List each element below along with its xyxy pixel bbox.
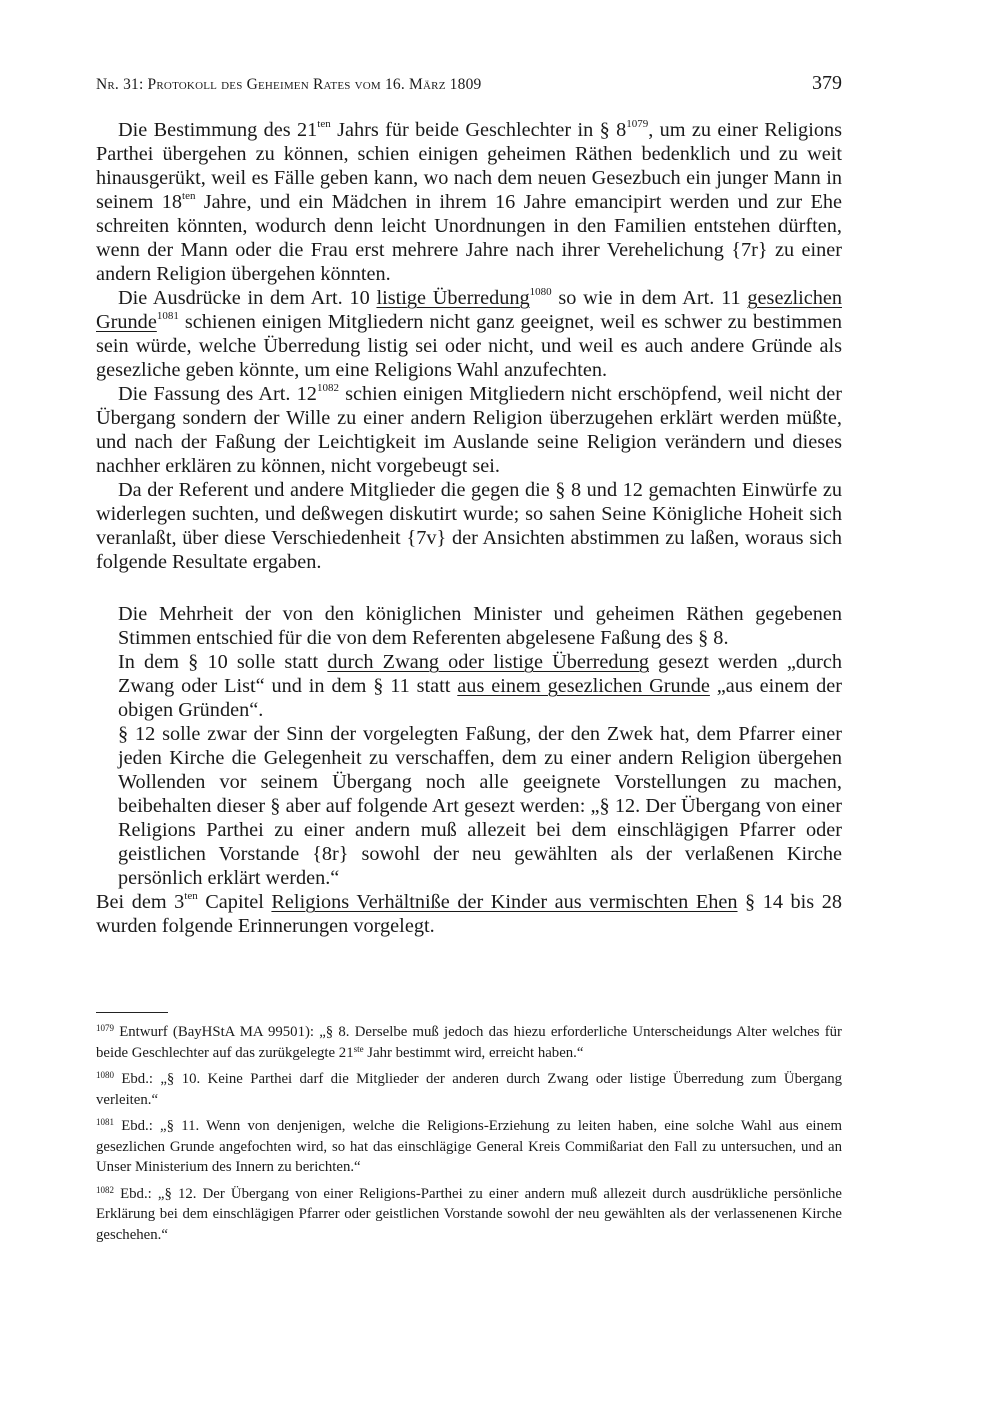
paragraph-referent: Da der Referent und andere Mitglieder die gegen die § 8 und 12 gemachten Einwürfe zu widerlegen suchten, und deßwegen diskutirt wurde; so sahen Seine Königliche Hoheit sich veranlaßt, über diese Verschiedenheit {7v} der Ansichten abstimmen zu laßen, woraus sich folgende Resultate ergaben. [96,479,842,573]
underlined-term: aus einem gesezlichen Grunde [457,675,710,697]
main-text [96,118,842,938]
text-run: schien einigen Mitgliedern nicht erschöpfend, weil nicht der Übergang sondern der Wille zu einer andern Religion überzugehen erklärt werden müßte, und nach der Faßung der Leichtigkeit im Auslande seine Religion verändern und dieses nachher erklären zu können, nicht vorgebeugt sei. [96,383,843,477]
text-run: Die Fassung des Art. 12 [118,383,317,405]
footnote-number: 1081 [96,1117,114,1127]
text-run: Die Ausdrücke in dem Art. 10 [118,287,377,309]
footnote-text: Ebd.: „§ 12. Der Übergang von einer Religions-Parthei zu einer andern muß allezeit durch ausdrükliche persönliche Erklärung bei dem einschlägigen Pfarrer oder geistlichen Vorstande sowohl der neu gewählten als der verlassenenen Kirche geschehen.“ [96,1185,842,1243]
text-run: schienen einigen Mitgliedern nicht ganz geeignet, weil es schwer zu bestimmen sein würde, welche Überredung listig sei oder nicht, und weil es auch andere Gründe als gesezliche geben könnte, um eine Religions Wahl anzufechten. [96,311,842,381]
superscript: ste [353,1043,364,1054]
footnote-1081 [96,1116,842,1178]
footnote-ref-1080[interactable]: 1080 [529,286,552,298]
footnote-1079 [96,1022,842,1063]
text-run: „aus einem der obigen Gründen“. [118,675,842,721]
footnote-ref-1081[interactable]: 1081 [156,310,179,322]
footnote-ref-1082[interactable]: 1082 [316,382,339,394]
text-run: Capitel [197,891,272,913]
footnote-number: 1080 [96,1070,114,1080]
underlined-term: durch Zwang oder listige Überredung [327,651,649,673]
resolution-paragraph-10-11 [118,650,842,722]
footnote-1080 [96,1069,842,1110]
running-head [96,76,842,94]
superscript: ten [182,190,196,202]
footnote-number: 1082 [96,1184,114,1195]
text-run: so wie in dem Art. 11 [551,287,748,309]
footnote-number: 1079 [96,1023,114,1033]
superscript: ten [184,890,198,902]
page-number: 379 [812,72,842,94]
text-run: gesezt werden „durch Zwang oder List“ und in dem § 11 statt [118,651,843,697]
footnote-text: Jahr bestimmt wird, erreicht haben.“ [363,1044,584,1061]
resolution-paragraph-8: Die Mehrheit der von den königlichen Minister und geheimen Räthen gegebenen Stimmen entschied für die von dem Referenten abgelesene Faßung des § 8. [118,603,842,649]
footnotes [96,1022,842,1251]
running-head-title: Nr. 31: Protokoll des Geheimen Rates vom 16. März 1809 [96,76,482,93]
footnote-text: Ebd.: „§ 10. Keine Parthei darf die Mitglieder der anderen durch Zwang oder listige Überredung zum Übergang verleiten.“ [96,1071,842,1108]
underlined-term: Religions Verhältniße der Kinder aus vermischten Ehen [271,891,738,913]
text-run: In dem § 10 solle statt [118,651,328,673]
resolution-paragraph-12: § 12 solle zwar der Sinn der vorgelegten Faßung, der den Zwek hat, dem Pfarrer einer jeden Kirche die Gelegenheit zu verschaffen, dem zu einer andern Religion übergehen Wollenden vor seinem Übergang noch alle geeignete Vorstellungen zu machen, beibehalten dieser § aber auf folgende Art gesezt werden: „§ 12. Der Übergang von einer Religions Parthei zu einer andern muß allezeit bei dem einschlägigen Pfarrer oder geistlichen Vorstande {8r} sowohl der neu gewählten als der verlaßenen Kirche persönlich erklärt werden.“ [118,723,842,889]
footnote-text: Entwurf (BayHStA MA 99501): „§ 8. Derselbe muß jedoch das hiezu erforderliche Unterscheidungs Alter welches für beide Geschlechter auf das zurükgelegte 21 [96,1024,842,1061]
paragraph-chapter-3 [96,890,842,938]
underlined-term: listige Überredung [376,287,530,309]
text-run: , um zu einer Religions Parthei übergehen zu können, schien einigen geheimen Räthen bedenklich und zu weit hinausgerükt, weil es Fälle geben kann, wo nach dem neuen Gesezbuch ein junger Mann in seinem 18 [96,119,842,213]
text-run: Bei dem 3 [96,891,185,913]
paragraph-expressions [96,286,842,382]
resolutions-block [118,602,842,890]
paragraph-art-12 [96,382,842,478]
underlined-term: gesezlichen Grunde [96,287,842,333]
text-run: Die Bestimmung des 21 [118,119,318,141]
text-run: Jahrs für beide Geschlechter in § 8 [330,119,627,141]
footnote-ref-1079[interactable]: 1079 [626,118,649,130]
footnote-1082 [96,1184,842,1246]
footnote-divider [96,1012,168,1013]
text-run: § 14 bis 28 wurden folgende Erinnerungen vorgelegt. [96,891,843,937]
footnote-text: Ebd.: „§ 11. Wenn von denjenigen, welche die Religions-Erziehung zu leiten haben, eine solche Wahl aus einem gesezlichen Grunde angefochten wird, so hat das einschlägige General Kreis Commißariat den Fall zu untersuchen, und an Unser Ministerium des Innern zu berichten.“ [96,1118,842,1175]
paragraph-age-provision [96,118,842,286]
superscript: ten [317,118,331,130]
text-run: Jahre, und ein Mädchen in ihrem 16 Jahre emancipirt werden und zur Ehe schreiten könnten, wodurch denn leicht Unordnungen in den Familien entstehen dürften, wenn der Mann oder die Frau erst mehrere Jahre nach ihrer Verehelichung {7r} zu einer andern Religion übergehen könnten. [96,191,842,285]
